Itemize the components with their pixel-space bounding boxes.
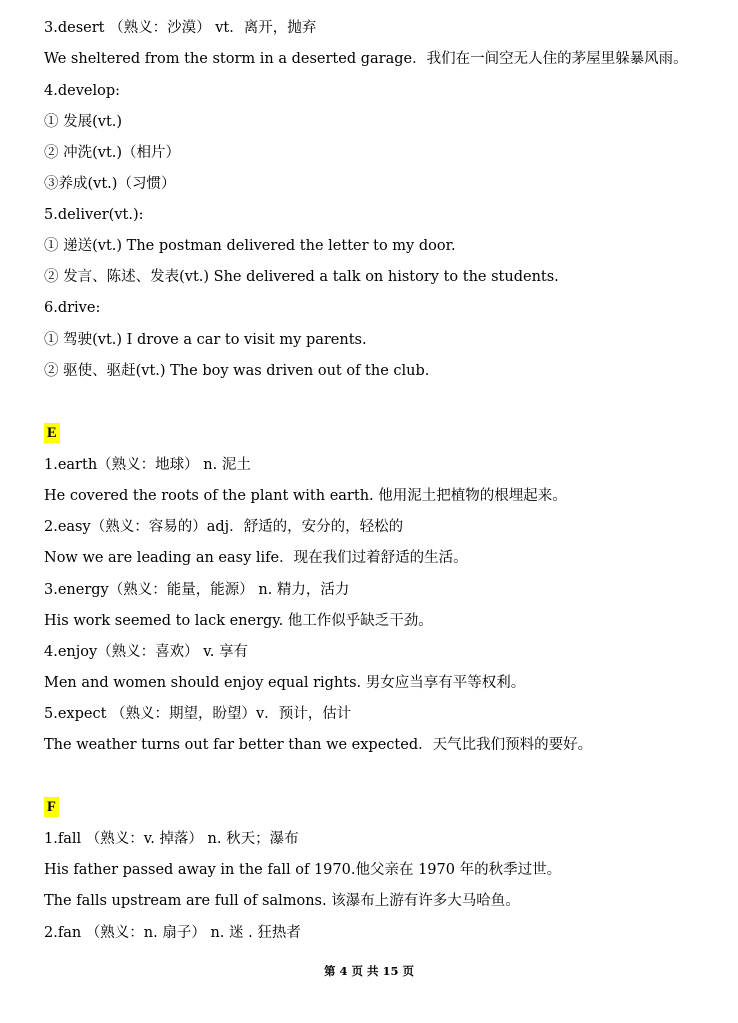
entry-drive-sense-1: ① 驾驶(vt.) I drove a car to visit my parents. <box>44 332 367 348</box>
entry-fall-example-2: The falls upstream are full of salmons. 该瀑布上游有许多大马哈鱼。 <box>44 893 520 909</box>
entry-easy-definition: 2.easy（熟义：容易的）adj．舒适的，安分的，轻松的 <box>44 519 404 535</box>
entry-fan-definition: 2.fan （熟义：n. 扇子） n. 迷 . 狂热者 <box>44 925 301 941</box>
entry-fall-example-1: His father passed away in the fall of 1970.他父亲在 1970 年的秋季过世。 <box>44 862 562 878</box>
page-number-footer: 第 4 页 共 15 页 <box>323 964 415 978</box>
entry-develop-sense-2: ② 冲洗(vt.)（相片） <box>44 145 181 161</box>
entry-develop-heading: 4.develop: <box>44 83 121 99</box>
entry-energy-definition: 3.energy（熟义：能量，能源） n. 精力，活力 <box>44 582 350 598</box>
entry-expect-example: The weather turns out far better than we expected．天气比我们预料的要好。 <box>44 737 593 753</box>
entry-expect-definition: 5.expect （熟义：期望，盼望）v．预计，估计 <box>44 706 352 722</box>
entry-energy-example: His work seemed to lack energy. 他工作似乎缺乏干劲。 <box>44 613 433 629</box>
entry-earth-example: He covered the roots of the plant with earth. 他用泥土把植物的根埋起来。 <box>44 488 567 504</box>
entry-earth-definition: 1.earth（熟义：地球） n. 泥土 <box>44 457 251 473</box>
entry-desert-definition: 3.desert （熟义：沙漠） vt．离开，抛弃 <box>44 20 317 36</box>
entry-deliver-sense-1: ① 递送(vt.) The postman delivered the letter to my door. <box>44 238 456 254</box>
entry-develop-sense-1: ① 发展(vt.) <box>44 114 123 130</box>
entry-enjoy-example: Men and women should enjoy equal rights. 男女应当享有平等权利。 <box>44 675 526 691</box>
entry-develop-sense-3: ③养成(vt.)（习惯） <box>44 176 176 192</box>
section-heading-f: F <box>44 797 59 817</box>
entry-fall-definition: 1.fall （熟义：v. 掉落） n. 秋天；瀑布 <box>44 831 299 847</box>
entry-easy-example: Now we are leading an easy life．现在我们过着舒适的生活。 <box>44 550 468 566</box>
entry-deliver-sense-2: ② 发言、陈述、发表(vt.) She delivered a talk on history to the students. <box>44 269 559 285</box>
section-heading-e: E <box>44 423 60 443</box>
entry-deliver-heading: 5.deliver(vt.): <box>44 207 144 223</box>
entry-enjoy-definition: 4.enjoy（熟义：喜欢） v. 享有 <box>44 644 248 660</box>
entry-drive-sense-2: ② 驱使、驱赶(vt.) The boy was driven out of the club. <box>44 363 430 379</box>
entry-desert-example: We sheltered from the storm in a deserted garage．我们在一间空无人住的茅屋里躲暴风雨。 <box>44 51 688 67</box>
entry-drive-heading: 6.drive: <box>44 300 101 316</box>
